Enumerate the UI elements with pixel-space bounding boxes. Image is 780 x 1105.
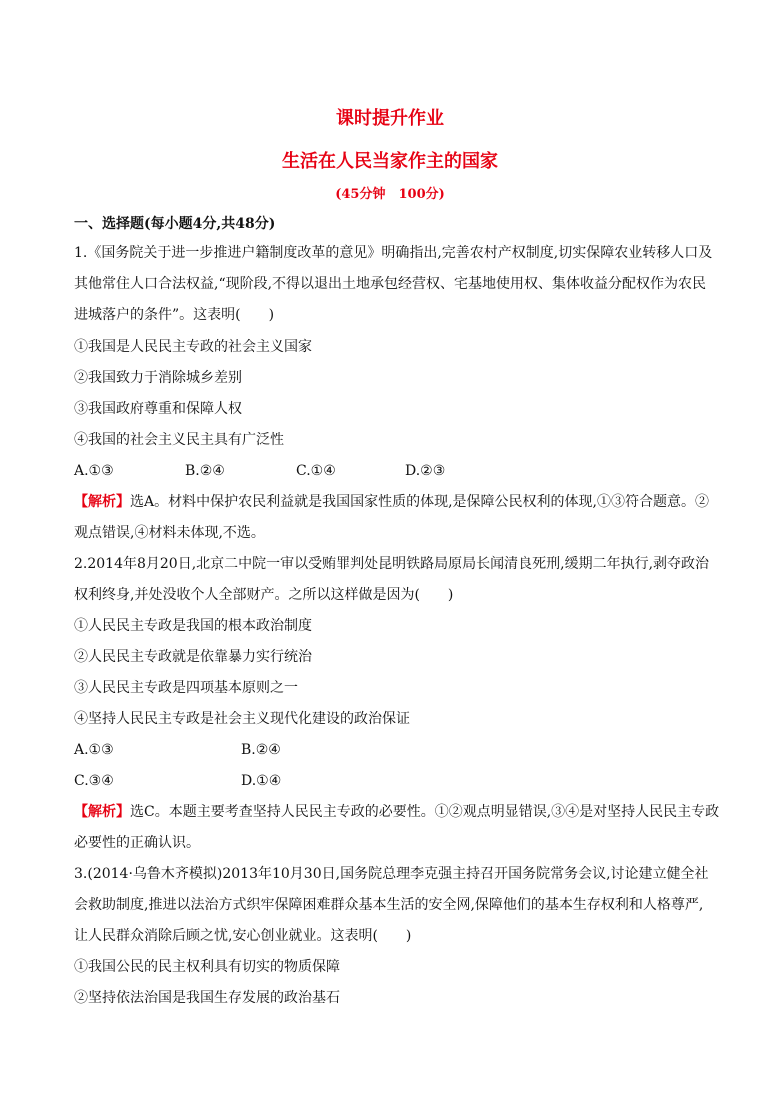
q1-option-c: C.①④ [296, 463, 336, 479]
q2-item: ③人民民主专政是四项基本原则之一 [74, 680, 298, 696]
q3-item: ②坚持依法治国是我国生存发展的政治基石 [74, 990, 340, 1006]
q2-option-c: C.③④ [74, 773, 114, 789]
q2-stem-line: 2.2014年8月20日,北京二中院一审以受贿罪判处昆明铁路局原局长闻清良死刑,缓期二年执行,剥夺政治 [74, 556, 710, 572]
q2-analysis [74, 802, 719, 822]
q1-option-b: B.②④ [185, 463, 225, 479]
analysis-tag: 【解析】 [74, 804, 130, 820]
q3-stem-line: 会救助制度,推进以法治方式织牢保障困难群众基本生活的安全网,保障他们的基本生存权利和人格尊严, [74, 897, 704, 913]
page-title: 课时提升作业 [336, 108, 444, 129]
analysis-tag: 【解析】 [74, 494, 130, 510]
q3-item: ①我国公民的民主权利具有切实的物质保障 [74, 959, 340, 975]
q1-stem-line: 其他常住人口合法权益,“现阶段,不得以退出土地承包经营权、宅基地使用权、集体收益分配权作为农民 [74, 276, 707, 292]
q1-item: ②我国致力于消除城乡差别 [74, 370, 242, 386]
time-score: (45分钟 100分) [335, 187, 445, 202]
q2-option-b: B.②④ [241, 742, 281, 758]
q2-option-a: A.①③ [74, 742, 114, 758]
q3-stem-line: 让人民群众消除后顾之忧,安心创业就业。这表明( ) [74, 928, 412, 944]
q2-option-d: D.①④ [241, 773, 282, 789]
q2-item: ④坚持人民民主专政是社会主义现代化建设的政治保证 [74, 711, 410, 727]
q1-stem-line: 1.《国务院关于进一步推进户籍制度改革的意见》明确指出,完善农村产权制度,切实保障农业转移人口及 [74, 245, 713, 261]
q1-option-a: A.①③ [74, 463, 114, 479]
q2-item: ①人民民主专政是我国的根本政治制度 [74, 618, 312, 634]
q1-item: ③我国政府尊重和保障人权 [74, 401, 242, 417]
q1-item: ④我国的社会主义民主具有广泛性 [74, 432, 284, 448]
q1-stem-line: 进城落户的条件”。这表明( ) [74, 307, 275, 323]
q2-analysis-line: 必要性的正确认识。 [74, 835, 200, 851]
section-heading: 一、选择题(每小题4分,共48分) [74, 216, 276, 232]
q1-analysis [74, 492, 709, 512]
analysis-text: 选C。本题主要考查坚持人民民主专政的必要性。①②观点明显错误,③④是对坚持人民民主专政 [130, 804, 720, 820]
q1-option-d: D.②③ [405, 463, 446, 479]
q1-item: ①我国是人民民主专政的社会主义国家 [74, 339, 312, 355]
q2-stem-line: 权利终身,并处没收个人全部财产。之所以这样做是因为( ) [74, 587, 454, 603]
q2-item: ②人民民主专政就是依靠暴力实行统治 [74, 649, 312, 665]
page-subtitle: 生活在人民当家作主的国家 [282, 151, 498, 172]
q3-stem-line: 3.(2014·乌鲁木齐模拟)2013年10月30日,国务院总理李克强主持召开国务院常务会议,讨论建立健全社 [74, 866, 709, 882]
q1-analysis-line: 观点错误,④材料未体现,不选。 [74, 525, 265, 541]
analysis-text: 选A。材料中保护农民利益就是我国国家性质的体现,是保障公民权利的体现,①③符合题意。② [130, 494, 710, 510]
